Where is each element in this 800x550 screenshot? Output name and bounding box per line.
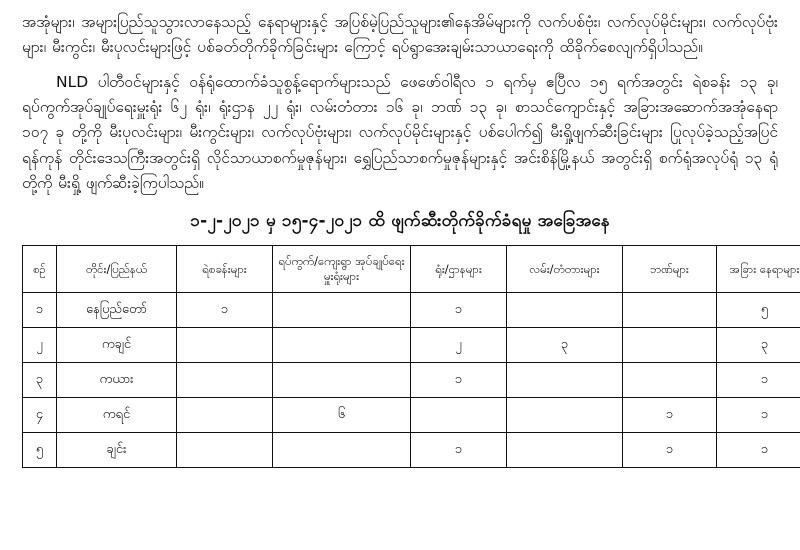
table-row — [23, 432, 800, 467]
cell-region: ကရင် — [57, 397, 177, 432]
table-header-other: အခြား နေရာများ — [717, 245, 800, 292]
cell-bank — [623, 292, 717, 327]
cell-office — [273, 292, 411, 327]
cell-road — [507, 397, 623, 432]
cell-office — [273, 362, 411, 397]
cell-other: ၁ — [717, 397, 800, 432]
table-header-row — [23, 245, 800, 292]
cell-police — [177, 362, 273, 397]
table-header-police: ရဲစခန်းများ — [177, 245, 273, 292]
cell-office: ၆ — [273, 397, 411, 432]
cell-police — [177, 432, 273, 467]
cell-dept: ၁ — [411, 292, 507, 327]
cell-police: ၁ — [177, 292, 273, 327]
cell-other: ၃ — [717, 327, 800, 362]
cell-road — [507, 432, 623, 467]
cell-dept — [411, 397, 507, 432]
cell-region: နေပြည်တော် — [57, 292, 177, 327]
cell-dept: ၂ — [411, 327, 507, 362]
table-row — [23, 397, 800, 432]
cell-no: ၅ — [23, 432, 57, 467]
paragraph-2: NLD ပါတီဝင်များနှင့် ဝန်ရုံထောက်ခံသူစွန့်ရောက်များသည် ဖေဖော်ဝါရီလ ၁ ရက်မှ ဧပြီလ ၁၅ ရက်အတွင်း ရဲစခန်း ၁၃ ခု၊ ရပ်ကွက်အုပ်ချုပ်ရေးမှူးရုံး ၆၂ ရုံး၊ ရုံးဌာန ၂၂ ရုံး၊ လမ်းတံတား ၁၆ ခု၊ ဘဏ် ၁၃ ခု၊ စာသင်ကျောင်းနှင့် အခြားအဆောက်အအုံနေရာ ၁၀၇ ခု တို့ကို မီးပုလင်းများ၊ မီးကွင်းများ၊ လက်လုပ်ဗုံးများ၊ လက်လုပ်မိုင်းများနှင့် ပစ်ပေါက်၍ မီးရှို့ဖျက်ဆီးခြင်းများ ပြုလုပ်ခဲ့သည့်အပြင် ရန်ကုန် တိုင်းဒေသကြီးအတွင်းရှိ လိုင်သာယာစက်မှုဇုန်များ၊ ရွှေပြည်သာစက်မှုဇုန်များနှင့် အင်းစိန်မြို့နယ် အတွင်းရှိ စက်ရုံအလုပ်ရုံ ၁၃ ရုံတို့ကို မီးရှို့ ဖျက်ဆီးခဲ့ကြပါသည်။ — [22, 73, 778, 192]
cell-bank — [623, 327, 717, 362]
table-header-region: တိုင်း/ပြည်နယ် — [57, 245, 177, 292]
cell-region: ချင်း — [57, 432, 177, 467]
cell-no: ၄ — [23, 397, 57, 432]
cell-no: ၁ — [23, 292, 57, 327]
cell-other: ၁ — [717, 362, 800, 397]
cell-office — [273, 327, 411, 362]
cell-no: ၂ — [23, 327, 57, 362]
table-header-bank: ဘဏ်များ — [623, 245, 717, 292]
cell-dept: ၁ — [411, 362, 507, 397]
cell-dept: ၁ — [411, 432, 507, 467]
cell-police — [177, 397, 273, 432]
cell-other: ၅ — [717, 292, 800, 327]
table-row — [23, 327, 800, 362]
table-header-road: လမ်း/တံတားများ — [507, 245, 623, 292]
cell-police — [177, 327, 273, 362]
table-header-dept: ရုံး/ဌာနများ — [411, 245, 507, 292]
cell-bank — [623, 362, 717, 397]
table-header-no: စဉ် — [23, 245, 57, 292]
cell-road — [507, 362, 623, 397]
table-row — [23, 292, 800, 327]
table-row — [23, 362, 800, 397]
cell-region: ကချင် — [57, 327, 177, 362]
cell-other: ၁ — [717, 432, 800, 467]
paragraph-1: အအုံများ၊ အများပြည်သူသွားလာနေသည့် နေရာများနှင့် အပြစ်မဲ့ပြည်သူများ၏နေအိမ်များကို လက်ပစ်ဗုံး၊ လက်လုပ်မိုင်းများ၊ လက်လုပ်ဗုံးများ၊ မီးကွင်း၊ မီးပုလင်းများဖြင့် ပစ်ခတ်တိုက်ခိုက်ခြင်းများ ကြောင့် ရပ်ရွာအေးချမ်းသာယာရေးကို ထိခိုက်စေလျက်ရှိပါသည်။ — [22, 13, 778, 57]
section-title: ၁-၂-၂၀၂၁ မှ ၁၅-၄-၂၀၂၁ ထိ ဖျက်ဆီးတိုက်ခိုက်ခံရမှု အခြေအနေ — [190, 210, 610, 231]
cell-office — [273, 432, 411, 467]
cell-bank: ၁ — [623, 432, 717, 467]
cell-bank: ၁ — [623, 397, 717, 432]
table-header-office: ရပ်ကွက်/ကျေးရွာ အုပ်ချုပ်ရေးမှူးရုံးများ — [273, 245, 411, 292]
cell-road — [507, 292, 623, 327]
cell-no: ၃ — [23, 362, 57, 397]
damage-statistics-table — [22, 245, 800, 468]
cell-region: ကယား — [57, 362, 177, 397]
cell-road: ၃ — [507, 327, 623, 362]
